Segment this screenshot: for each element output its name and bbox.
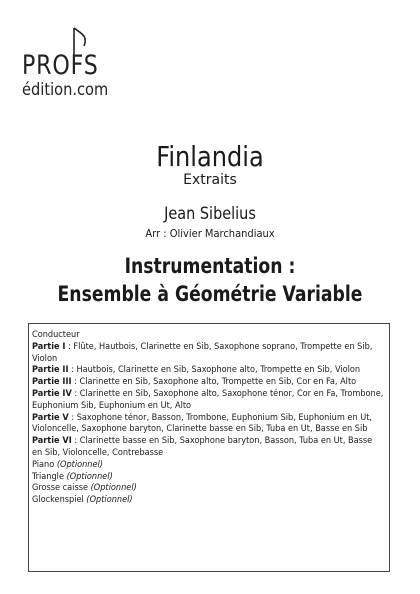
part-instruments: : Clarinette en Sib, Saxophone alto, Trompette en Sib, Cor en Fa, Alto	[71, 377, 357, 388]
ensemble-type: Ensemble à Géométrie Variable	[57, 282, 363, 306]
optional-part-line	[32, 495, 385, 507]
optional-part-name: Piano	[32, 459, 57, 470]
composer-name: Jean Sibelius	[164, 204, 256, 224]
optional-part-name: Grosse caisse	[32, 483, 91, 494]
part-instruments: : Clarinette basse en Sib, Saxophone baryton, Basson, Tuba en Ut, Basse en Sib, Violoncelle, Contrebasse	[32, 436, 373, 458]
part-label: Partie V	[32, 412, 69, 423]
instrumentation-box	[28, 323, 390, 572]
optional-part-name: Triangle	[32, 471, 67, 482]
logo-edition-text: édition.com	[22, 80, 109, 100]
conducteur-line: Conducteur	[32, 330, 80, 340]
part-line	[32, 436, 385, 460]
arranger-name: Arr : Olivier Marchandiaux	[145, 227, 275, 240]
part-label: Partie IV	[32, 388, 72, 399]
optional-note: (Optionnel)	[86, 495, 133, 506]
part-instruments: : Saxophone ténor, Basson, Trombone, Euphonium Sib, Euphonium en Ut, Violoncelle, Saxophone baryton, Clarinette basse en Sib, Tuba en Ut, Basse en Sib	[32, 412, 372, 435]
optional-note: (Optionnel)	[90, 483, 137, 494]
optional-part-name: Glockenspiel	[32, 495, 87, 506]
part-line	[32, 365, 385, 377]
part-label: Partie I	[32, 341, 66, 352]
part-instruments: : Hautbois, Clarinette en Sib, Saxophone alto, Trompette en Sib, Violon	[68, 365, 361, 376]
score-subtitle: Extraits	[183, 172, 237, 188]
part-line	[32, 389, 385, 413]
part-label: Partie III	[32, 377, 72, 388]
part-instruments: : Flûte, Hautbois, Clarinette en Sib, Saxophone soprano, Trompette en Sib, Violon	[32, 341, 373, 364]
score-title: Finlandia	[156, 140, 264, 173]
optional-part-line	[32, 483, 385, 495]
part-line	[32, 377, 385, 389]
part-instruments: : Clarinette en Sib, Saxophone alto, Saxophone ténor, Cor en Fa, Trombone, Euphonium Sib, Euphonium en Ut, Alto	[32, 388, 384, 411]
part-line	[32, 413, 385, 437]
optional-note: (Optionnel)	[56, 459, 103, 470]
optional-part-line	[32, 472, 385, 484]
part-label: Partie VI	[32, 436, 72, 447]
optional-note: (Optionnel)	[66, 471, 113, 482]
publisher-logo	[20, 24, 160, 104]
instrumentation-heading: Instrumentation :	[124, 254, 296, 278]
part-label: Partie II	[32, 365, 69, 376]
optional-part-line	[32, 460, 385, 472]
part-line	[32, 342, 385, 366]
logo-profs-text: PROFS	[22, 50, 99, 81]
